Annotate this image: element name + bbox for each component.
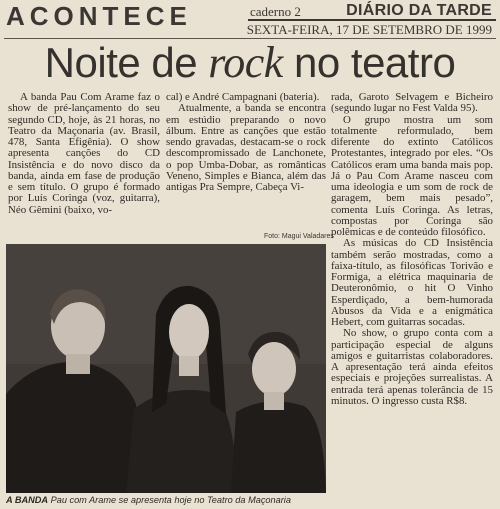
article-column-2: [166, 92, 326, 193]
newspaper-name: DIÁRIO DA TARDE: [346, 2, 492, 19]
headline-part2: no teatro: [282, 39, 456, 86]
article-paragraph: As músicas do CD Insistência também serão mostradas, como a faixa-título, as filosóficas Torivão e Formiga, a elétrica maquinaria de Deuteronômio, o hit O Vinho Esperdiçado, a bem-humorada Abusos da Vida e a enigmática Hebert, com guitarras socadas.: [331, 237, 493, 328]
caption-lead: A BANDA: [6, 495, 49, 505]
band-photo: [6, 244, 326, 493]
caderno-label: caderno 2: [250, 4, 301, 19]
photo-caption: [6, 495, 331, 505]
section-name: ACONTECE: [6, 1, 192, 31]
masthead-rule: [248, 19, 496, 21]
caption-text: Pau com Arame se apresenta hoje no Teatro da Maçonaria: [48, 495, 291, 505]
article-column-1: [8, 92, 160, 216]
dateline: SEXTA-FEIRA, 17 DE SETEMBRO DE 1999: [246, 22, 492, 37]
article-paragraph: cal) e André Campagnani (bateria).: [166, 91, 320, 103]
article-paragraph: No show, o grupo conta com a participação especial de alguns amigos e guitarristas colaboradores. A apresentação terá ainda efeitos especiais e projeções surrealistas. A entrada terá apenas tolerância de 15 minutos. O ingresso custa R$8.: [331, 327, 493, 407]
article-column-3: [331, 92, 493, 504]
band-photo-illustration: [6, 244, 326, 493]
headline: [0, 38, 500, 88]
article-paragraph: rada, Garoto Selvagem e Bicheiro (segundo lugar no Fest Valda 95).: [331, 92, 493, 115]
headline-emphasis: rock: [208, 38, 283, 87]
headline-part1: Noite de: [44, 39, 209, 86]
article-paragraph: O grupo mostra um som totalmente reformulado, bem diferente do extinto Católicos Protestantes, integrado por eles. “Os Católicos eram uma banda mais pop. Já o Pau Com Arame nasceu com uma ideologia e um som de rock de garagem, bem mais pesado”, comenta Luís Coringa. As letras, compostas por Coringa são polêmicas e de conteúdo filosófico.: [331, 113, 493, 238]
article-paragraph: Atualmente, a banda se encontra em estúdio preparando o novo álbum. Entre as canções que estão sendo gravadas, destacam-se o rock descompromissado de Lanchonete, o pop Umba-Dobar, as românticas Veneno, Simples e Bianca, além das antigas Pra Sempre, Cabeça Vi-: [166, 102, 326, 193]
masthead: [4, 2, 496, 42]
article-paragraph: A banda Pau Com Arame faz o show de pré-lançamento do seu segundo CD, hoje, às 21 horas, no Teatro da Maçonaria (av. Brasil, 478, Santa Efigênia). O show apresenta canções do CD Insistência e do novo disco da banda, ainda em fase de produção e sem título. O grupo é formado por Luís Coringa (voz, guitarra), Néo Gêmini (baixo, vo-: [8, 91, 160, 216]
photo-credit: Foto: Magui Valadares: [264, 233, 334, 240]
